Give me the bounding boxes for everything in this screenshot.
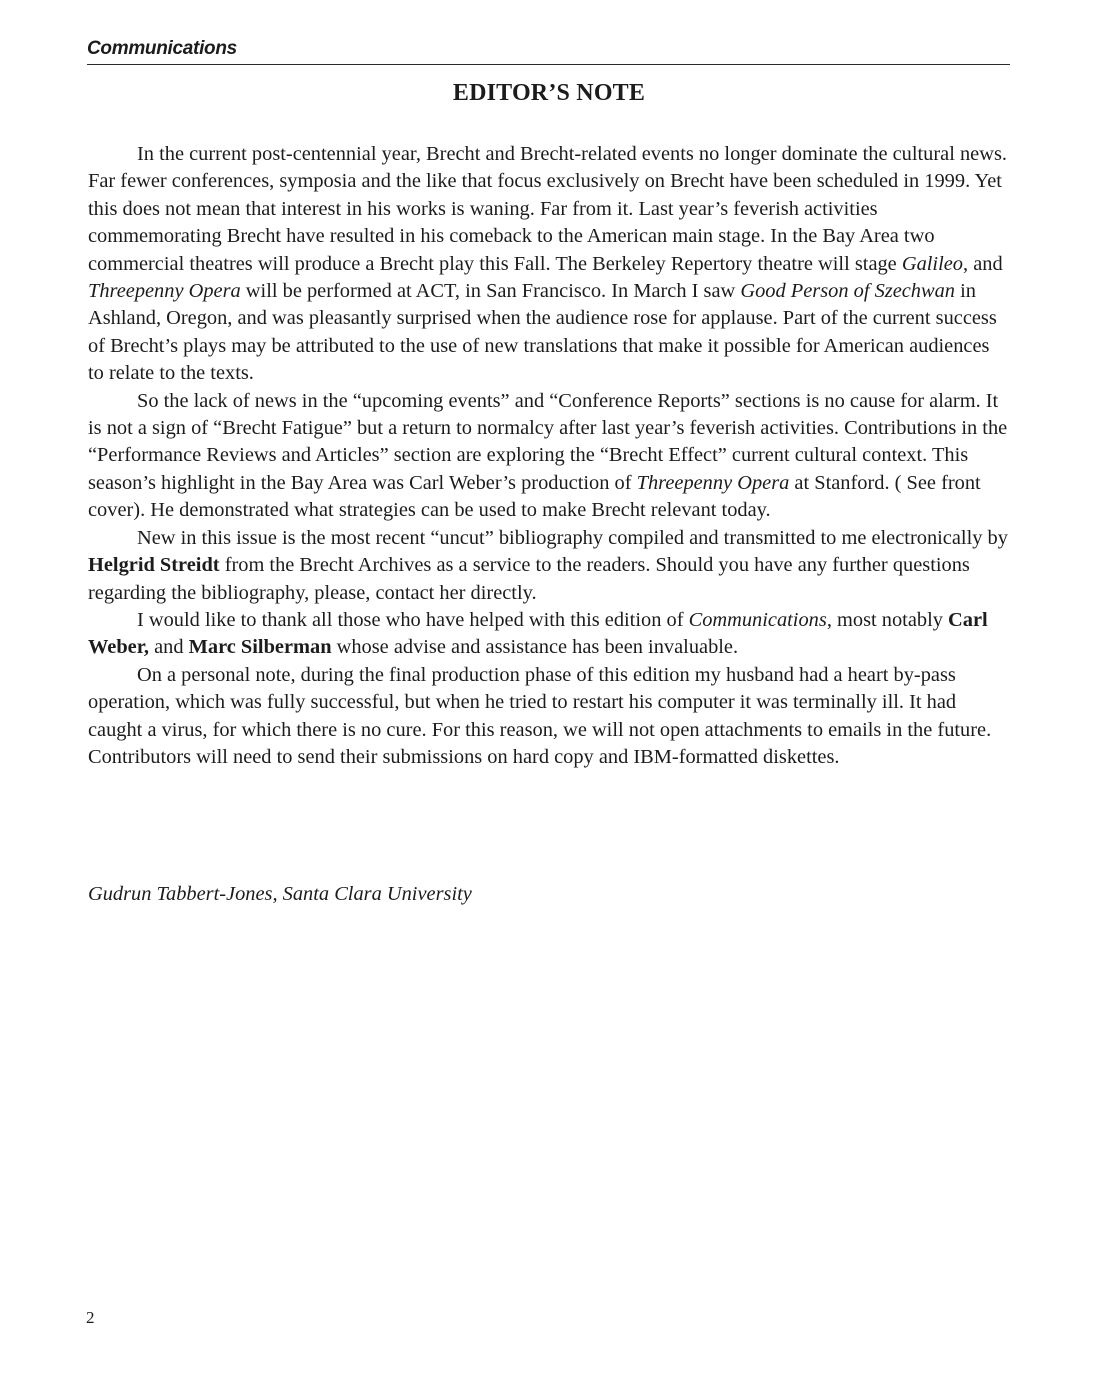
bold-name: Carl Weber, xyxy=(88,608,988,659)
running-header-title: Communications xyxy=(87,38,237,59)
text-run: , and xyxy=(963,252,1003,275)
paragraph-1 xyxy=(88,141,1010,388)
text-run: On a personal note, during the final production phase of this edition my husband had a heart by-pass operation, which was fully successful, but when he tried to restart his computer it was terminally ill. It had caught a virus, for which there is no cure. For this reason, we will not open attachments to emails in the future. Contributors will need to send their submissions on hard copy and IBM-formatted diskettes. xyxy=(88,663,992,768)
text-run: and xyxy=(148,636,189,659)
italic-title: Threepenny Opera xyxy=(636,471,790,494)
text-run: in Ashland, Oregon, and was pleasantly surprised when the audience rose for applause. Part of the current success of Brecht’s plays may be attributed to the use of new translations that make it possible for American audiences to relate to the texts. xyxy=(88,280,997,385)
paragraph-5 xyxy=(88,662,1010,772)
italic-title: Threepenny Opera xyxy=(88,280,241,303)
italic-title: Good Person of Szechwan xyxy=(740,280,955,303)
text-run: So the lack of news in the “upcoming events” and “Conference Reports” sections is no cause for alarm. It is not a sign of “Brecht Fatigue” but a return to normalcy after last year’s feverish activities. Contributions in the “Performance Reviews and Articles” section are exploring the “Brecht Effect” current cultural context. This season’s highlight in the Bay Area was Carl Weber’s production of xyxy=(88,389,1008,494)
signature: Gudrun Tabbert-Jones, Santa Clara University xyxy=(88,883,472,905)
italic-title: Communications xyxy=(688,608,827,631)
paragraph-3 xyxy=(88,525,1010,607)
text-run: , most notably xyxy=(826,608,949,631)
text-run: I would like to thank all those who have helped with this edition of xyxy=(137,608,689,631)
article-body xyxy=(88,141,1010,771)
text-run: New in this issue is the most recent “uncut” bibliography compiled and transmitted to me electronically by xyxy=(137,526,1008,549)
paragraph-4 xyxy=(88,607,1010,662)
page-number: 2 xyxy=(86,1308,95,1327)
text-run: at Stanford. ( See front cover). He demonstrated what strategies can be used to make Brecht relevant today. xyxy=(88,471,981,522)
text-run: In the current post-centennial year, Brecht and Brecht-related events no longer dominate the cultural news. Far fewer conferences, symposia and the like that focus exclusively on Brecht have been scheduled in 1999. Yet this does not mean that interest in his works is waning. Far from it. Last year’s feverish activities commemorating Brecht have resulted in his comeback to the American main stage. In the Bay Area two commercial theatres will produce a Brecht play this Fall. The Berkeley Repertory theatre will stage xyxy=(88,143,1007,275)
text-run: will be performed at ACT, in San Francisco. In March I saw xyxy=(240,280,741,303)
bold-name: Marc Silberman xyxy=(188,636,332,659)
bold-name: Helgrid Streidt xyxy=(88,554,220,577)
paragraph-2 xyxy=(88,388,1010,525)
running-header xyxy=(87,36,1010,65)
text-run: whose advise and assistance has been invaluable. xyxy=(331,636,739,659)
italic-title: Galileo xyxy=(901,252,964,275)
text-run: from the Brecht Archives as a service to the readers. Should you have any further questions regarding the bibliography, please, contact her directly. xyxy=(88,554,970,604)
page-title: EDITOR’S NOTE xyxy=(452,80,646,106)
